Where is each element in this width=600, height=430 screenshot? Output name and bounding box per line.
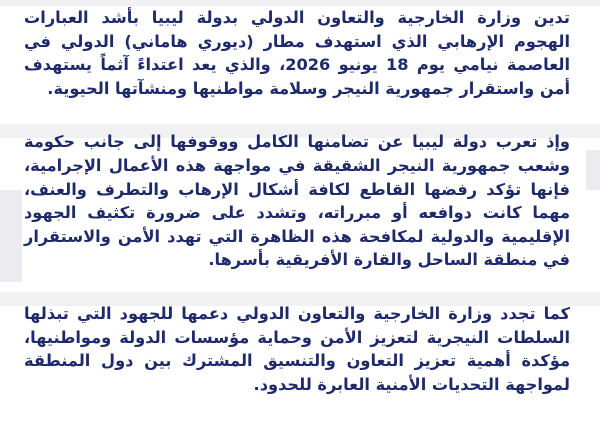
side-accent	[0, 190, 22, 282]
paragraph-1: تدين وزارة الخارجية والتعاون الدولي بدولة ليبيا بأشد العبارات الهجوم الإرهابي الذي استهدف مطار (ديوري هاماني) الدولي في العاصمة نيامي يوم 18 يونيو 2026، والذي يعد اعتداءً آثماً يستهدف أمن واستقرار جمهورية النيجر وسلامة مواطنيها ومنشآتها الحيوية.	[24, 8, 570, 98]
paragraph-spacer	[24, 272, 570, 302]
paragraph-2: وإذ تعرب دولة ليبيا عن تضامنها الكامل ووقوفها إلى جانب حكومة وشعب جمهورية النيجر الشقيقة في مواجهة هذه الأعمال الإجرامية، فإنها تؤكد رفضها القاطع لكافة أشكال الإرهاب والتطرف والعنف، مهما كانت دوافعه أو مبرراته، وتشدد على ضرورة تكثيف الجهود الإقليمية والدولية لمكافحة هذه الظاهرة التي تهدد الأمن والاستقرار في منطقة الساحل والقارة الأفريقية بأسرها.	[24, 132, 570, 270]
side-accent	[586, 150, 600, 190]
paragraph-3: كما تجدد وزارة الخارجية والتعاون الدولي دعمها للجهود التي تبذلها السلطات النيجرية لتعزيز الأمن وحماية مؤسسات الدولة ومواطنيها، مؤكدة أهمية تعزيز التعاون والتنسيق المشترك بين دول المنطقة لمواجهة التحديات الأمنية العابرة للحدود.	[24, 303, 570, 394]
paragraph-spacer	[24, 100, 570, 130]
statement-body	[24, 6, 570, 396]
